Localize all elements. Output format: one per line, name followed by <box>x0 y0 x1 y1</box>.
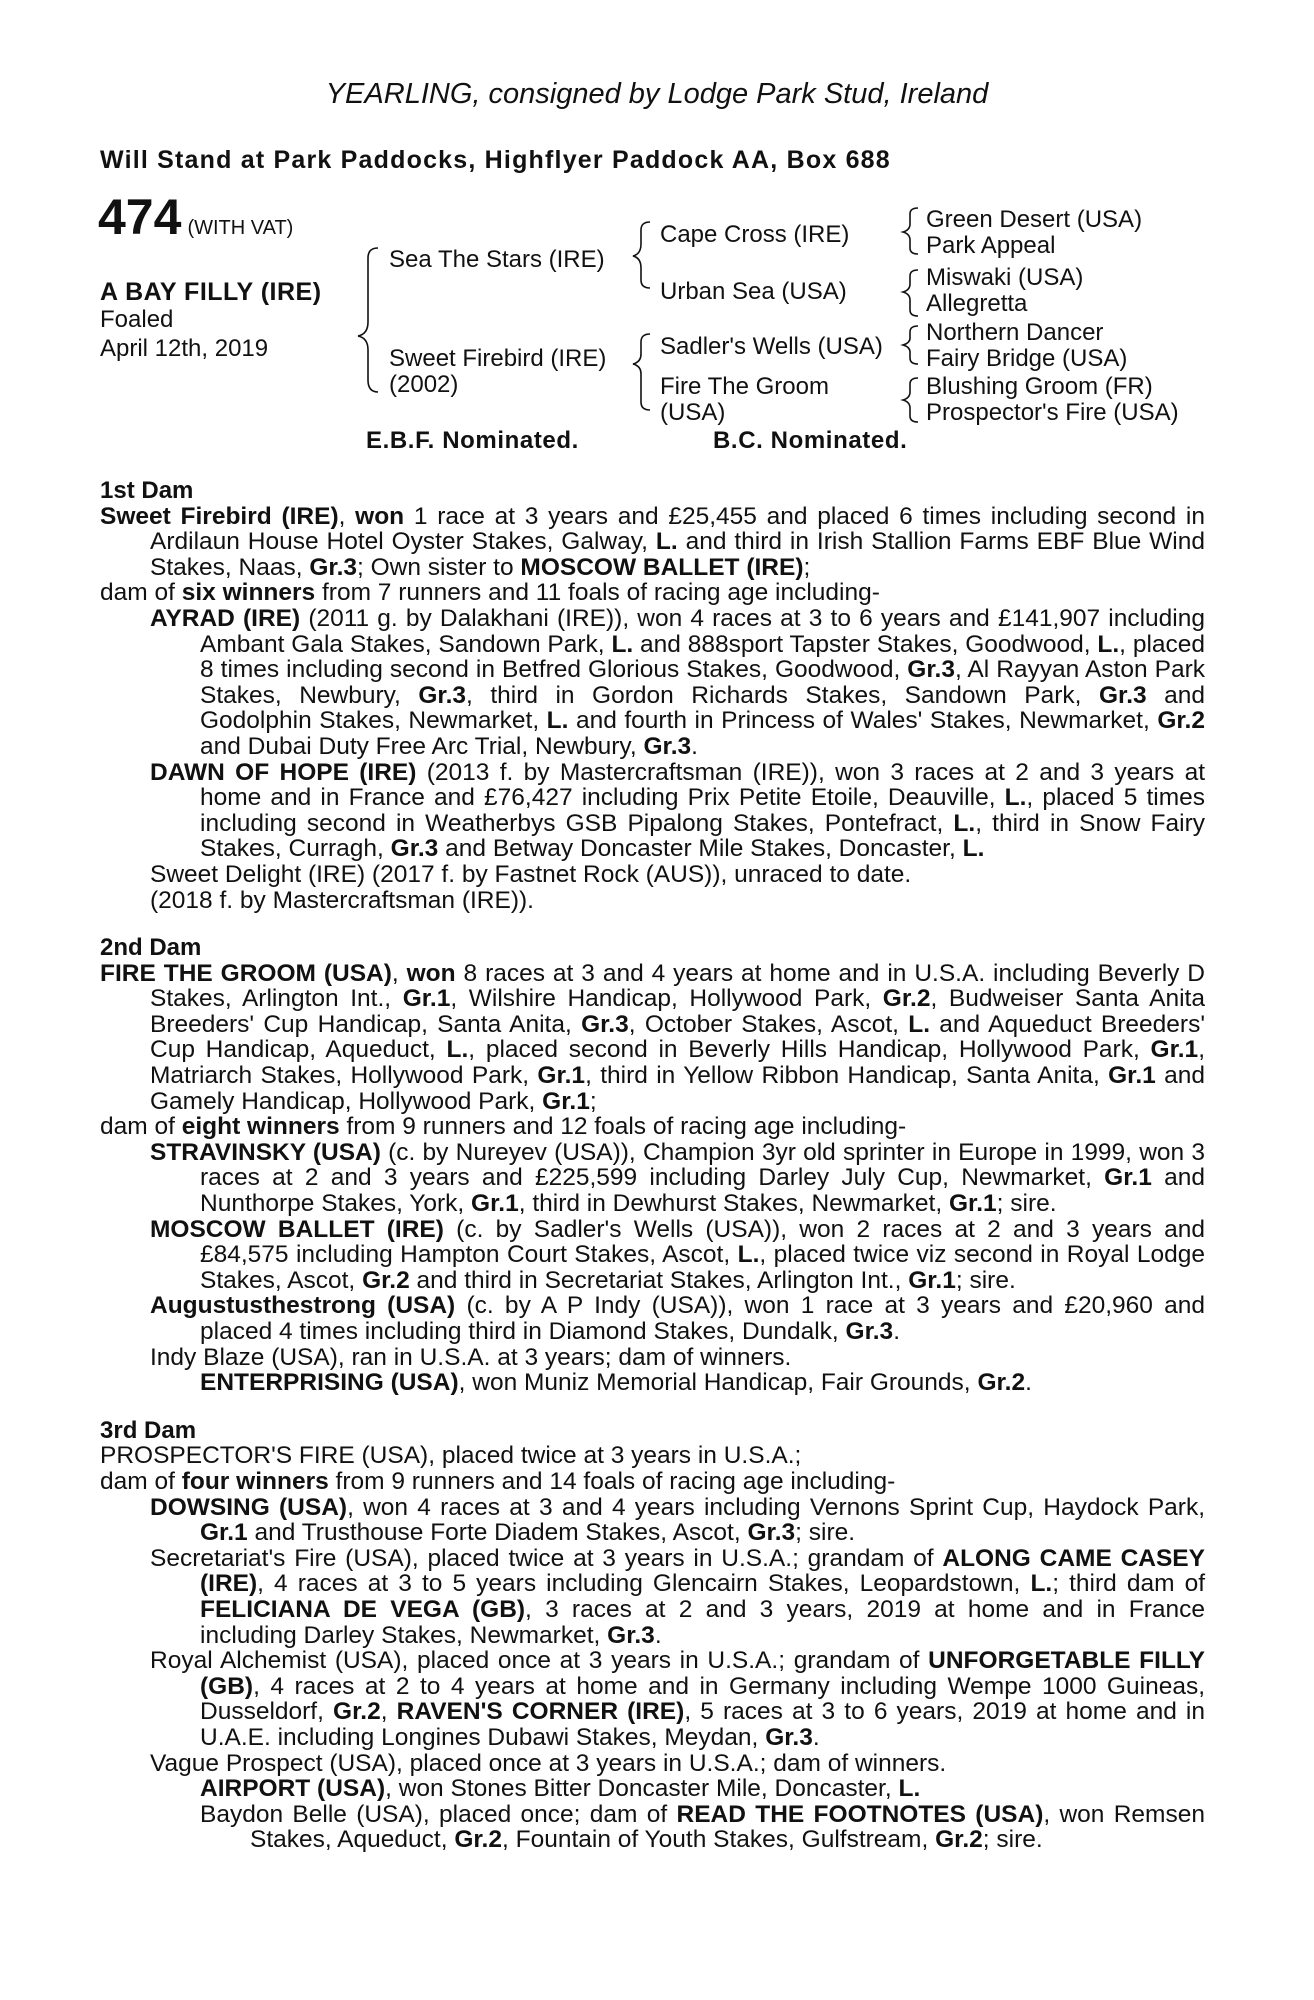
dam-entry: PROSPECTOR'S FIRE (USA), placed twice at 3 years in U.S.A.; <box>100 1442 802 1470</box>
dam-entry: FIRE THE GROOM (USA), won 8 races at 3 and 4 years at home and in U.S.A. including Beverly D Stakes, Arlington Int., Gr.1, Wilshire Handicap, Hollywood Park, Gr.2, Budweiser Santa Anita Breeders' Cup Handicap, Santa Anita, Gr.3, October Stakes, Ascot, L. and Aqueduct Breeders' Cup Handicap, Aqueduct, L., placed second in Beverly Hills Handicap, Hollywood Park, Gr.1, Matriarch Stakes, Hollywood Park, Gr.1, third in Yellow Ribbon Handicap, Santa Anita, Gr.1 and Gamely Handicap, Hollywood Park, Gr.1; <box>100 959 1206 1115</box>
pedigree-g1: Green Desert (USA) <box>926 206 1143 233</box>
pedigree-dam-sire: Sadler's Wells (USA) <box>660 333 883 360</box>
produce-entry: Augustusthestrong (USA) (c. by A P Indy (USA)), won 1 race at 3 years and £20,960 and placed 4 times including third in Diamond Stakes, Dundalk, Gr.3. <box>150 1292 1205 1345</box>
produce-entry: DOWSING (USA), won 4 races at 3 and 4 years including Vernons Sprint Cup, Haydock Park, Gr.1 and Trusthouse Forte Diadem Stakes, Ascot, Gr.3; sire. <box>150 1493 1206 1547</box>
produce-entry: Indy Blaze (USA), ran in U.S.A. at 3 years; dam of winners. <box>150 1343 792 1371</box>
ebf-nomination: E.B.F. Nominated. <box>366 427 579 454</box>
pedigree-g2: Park Appeal <box>926 232 1056 259</box>
consignment-header: YEARLING, consigned by Lodge Park Stud, Ireland <box>325 78 989 110</box>
pedigree-g4: Allegretta <box>926 290 1028 317</box>
foaled-label: Foaled <box>100 306 174 333</box>
produce-entry: AYRAD (IRE) (2011 g. by Dalakhani (IRE)), won 4 races at 3 to 6 years and £141,907 including Ambant Gala Stakes, Sandown Park, L. and 888sport Tapster Stakes, Goodwood, L., placed 8 times including second in Betfred Glorious Stakes, Goodwood, Gr.3, Al Rayyan Aston Park Stakes, Newbury, Gr.3, third in Gordon Richards Stakes, Sandown Park, Gr.3 and Godolphin Stakes, Newmarket, L. and fourth in Princess of Wales' Stakes, Newmarket, Gr.2 and Dubai Duty Free Arc Trial, Newbury, Gr.3. <box>150 604 1206 760</box>
produce-sub-entry: AIRPORT (USA), won Stones Bitter Doncaster Mile, Doncaster, L. <box>200 1775 921 1803</box>
produce-sub-entry: Baydon Belle (USA), placed once; dam of READ THE FOOTNOTES (USA), won Remsen Stakes, Aqueduct, Gr.2, Fountain of Youth Stakes, Gulfstream, Gr.2; sire. <box>200 1800 1205 1854</box>
dam-entry: Sweet Firebird (IRE), won 1 race at 3 years and £25,455 and placed 6 times including second in Ardilaun House Hotel Oyster Stakes, Galway, L. and third in Irish Stallion Farms EBF Blue Wind Stakes, Naas, Gr.3; Own sister to MOSCOW BALLET (IRE); <box>100 502 1205 581</box>
pedigree-g8: Prospector's Fire (USA) <box>926 399 1179 426</box>
pedigree-sire-sire: Cape Cross (IRE) <box>660 221 850 248</box>
lot-number: 474 <box>98 189 182 245</box>
dam-produce-summary: dam of four winners from 9 runners and 14 foals of racing age including- <box>100 1467 896 1495</box>
pedigree-dam-line2: (2002) <box>389 371 459 398</box>
dam-produce-summary: dam of six winners from 7 runners and 11 foals of racing age including- <box>100 579 880 607</box>
produce-entry: MOSCOW BALLET (IRE) (c. by Sadler's Wells (USA)), won 2 races at 2 and 3 years and £84,575 including Hampton Court Stakes, Ascot, L., placed twice viz second in Royal Lodge Stakes, Ascot, Gr.2 and third in Secretariat Stakes, Arlington Int., Gr.1; sire. <box>150 1215 1205 1294</box>
bc-nomination: B.C. Nominated. <box>713 427 908 454</box>
third-dam-section <box>100 1418 1205 1853</box>
pedigree-g6: Fairy Bridge (USA) <box>926 345 1128 372</box>
pedigree-g3: Miswaki (USA) <box>926 264 1084 291</box>
pedigree-sire-dam: Urban Sea (USA) <box>660 278 847 305</box>
produce-entry: Vague Prospect (USA), placed once at 3 years in U.S.A.; dam of winners. <box>150 1749 947 1777</box>
pedigree-dam-dam-line2: (USA) <box>660 399 726 426</box>
pedigree-sire: Sea The Stars (IRE) <box>389 246 605 273</box>
produce-sub-entry: ENTERPRISING (USA), won Muniz Memorial Handicap, Fair Grounds, Gr.2. <box>200 1369 1032 1397</box>
produce-entry: DAWN OF HOPE (IRE) (2013 f. by Mastercraftsman (IRE)), won 3 races at 2 and 3 years at home and in France and £76,427 including Prix Petite Etoile, Deauville, L., placed 5 times including second in Weatherbys GSB Pipalong Stakes, Pontefract, L., third in Snow Fairy Stakes, Curragh, Gr.3 and Betway Doncaster Mile Stakes, Doncaster, L. <box>150 758 1206 863</box>
produce-entry: (2018 f. by Mastercraftsman (IRE)). <box>150 886 534 914</box>
pedigree-g7: Blushing Groom (FR) <box>926 373 1153 400</box>
produce-entry: STRAVINSKY (USA) (c. by Nureyev (USA)), Champion 3yr old sprinter in Europe in 1999, won 3 races at 2 and 3 years and £225,599 including Darley July Cup, Newmarket, Gr.1 and Nunthorpe Stakes, York, Gr.1, third in Dewhurst Stakes, Newmarket, Gr.1; sire. <box>150 1138 1205 1218</box>
produce-entry: Sweet Delight (IRE) (2017 f. by Fastnet Rock (AUS)), unraced to date. <box>150 860 912 888</box>
second-dam-title: 2nd Dam <box>100 934 202 962</box>
dam-produce-summary: dam of eight winners from 9 runners and 12 foals of racing age including- <box>100 1113 907 1141</box>
catalogue-body <box>100 478 1205 1853</box>
first-dam-section <box>100 478 1205 913</box>
vat-note: (WITH VAT) <box>187 217 294 239</box>
foaled-date: April 12th, 2019 <box>100 335 269 362</box>
produce-entry: Secretariat's Fire (USA), placed twice at 3 years in U.S.A.; grandam of ALONG CAME CASEY (IRE), 4 races at 3 to 5 years including Glencairn Stakes, Leopardstown, L.; third dam of FELICIANA DE VEGA (GB), 3 races at 2 and 3 years, 2019 at home and in France including Darley Stakes, Newmarket, Gr.3. <box>150 1544 1206 1649</box>
produce-entry: Royal Alchemist (USA), placed once at 3 years in U.S.A.; grandam of UNFORGETABLE FILLY (GB), 4 races at 2 to 4 years at home and in Germany including Wempe 1000 Guineas, Dusseldorf, Gr.2, RAVEN'S CORNER (IRE), 5 races at 3 to 6 years, 2019 at home and in U.A.E. including Longines Dubawi Stakes, Meydan, Gr.3. <box>150 1647 1205 1751</box>
pedigree-g5: Northern Dancer <box>926 319 1104 346</box>
third-dam-title: 3rd Dam <box>100 1416 197 1444</box>
stand-location: Will Stand at Park Paddocks, Highflyer Paddock AA, Box 688 <box>100 146 891 174</box>
second-dam-section <box>100 935 1205 1396</box>
pedigree-dam-dam-line1: Fire The Groom <box>660 373 829 400</box>
horse-description: A BAY FILLY (IRE) <box>100 278 322 306</box>
first-dam-title: 1st Dam <box>100 477 194 504</box>
pedigree-dam-line1: Sweet Firebird (IRE) <box>389 345 607 372</box>
